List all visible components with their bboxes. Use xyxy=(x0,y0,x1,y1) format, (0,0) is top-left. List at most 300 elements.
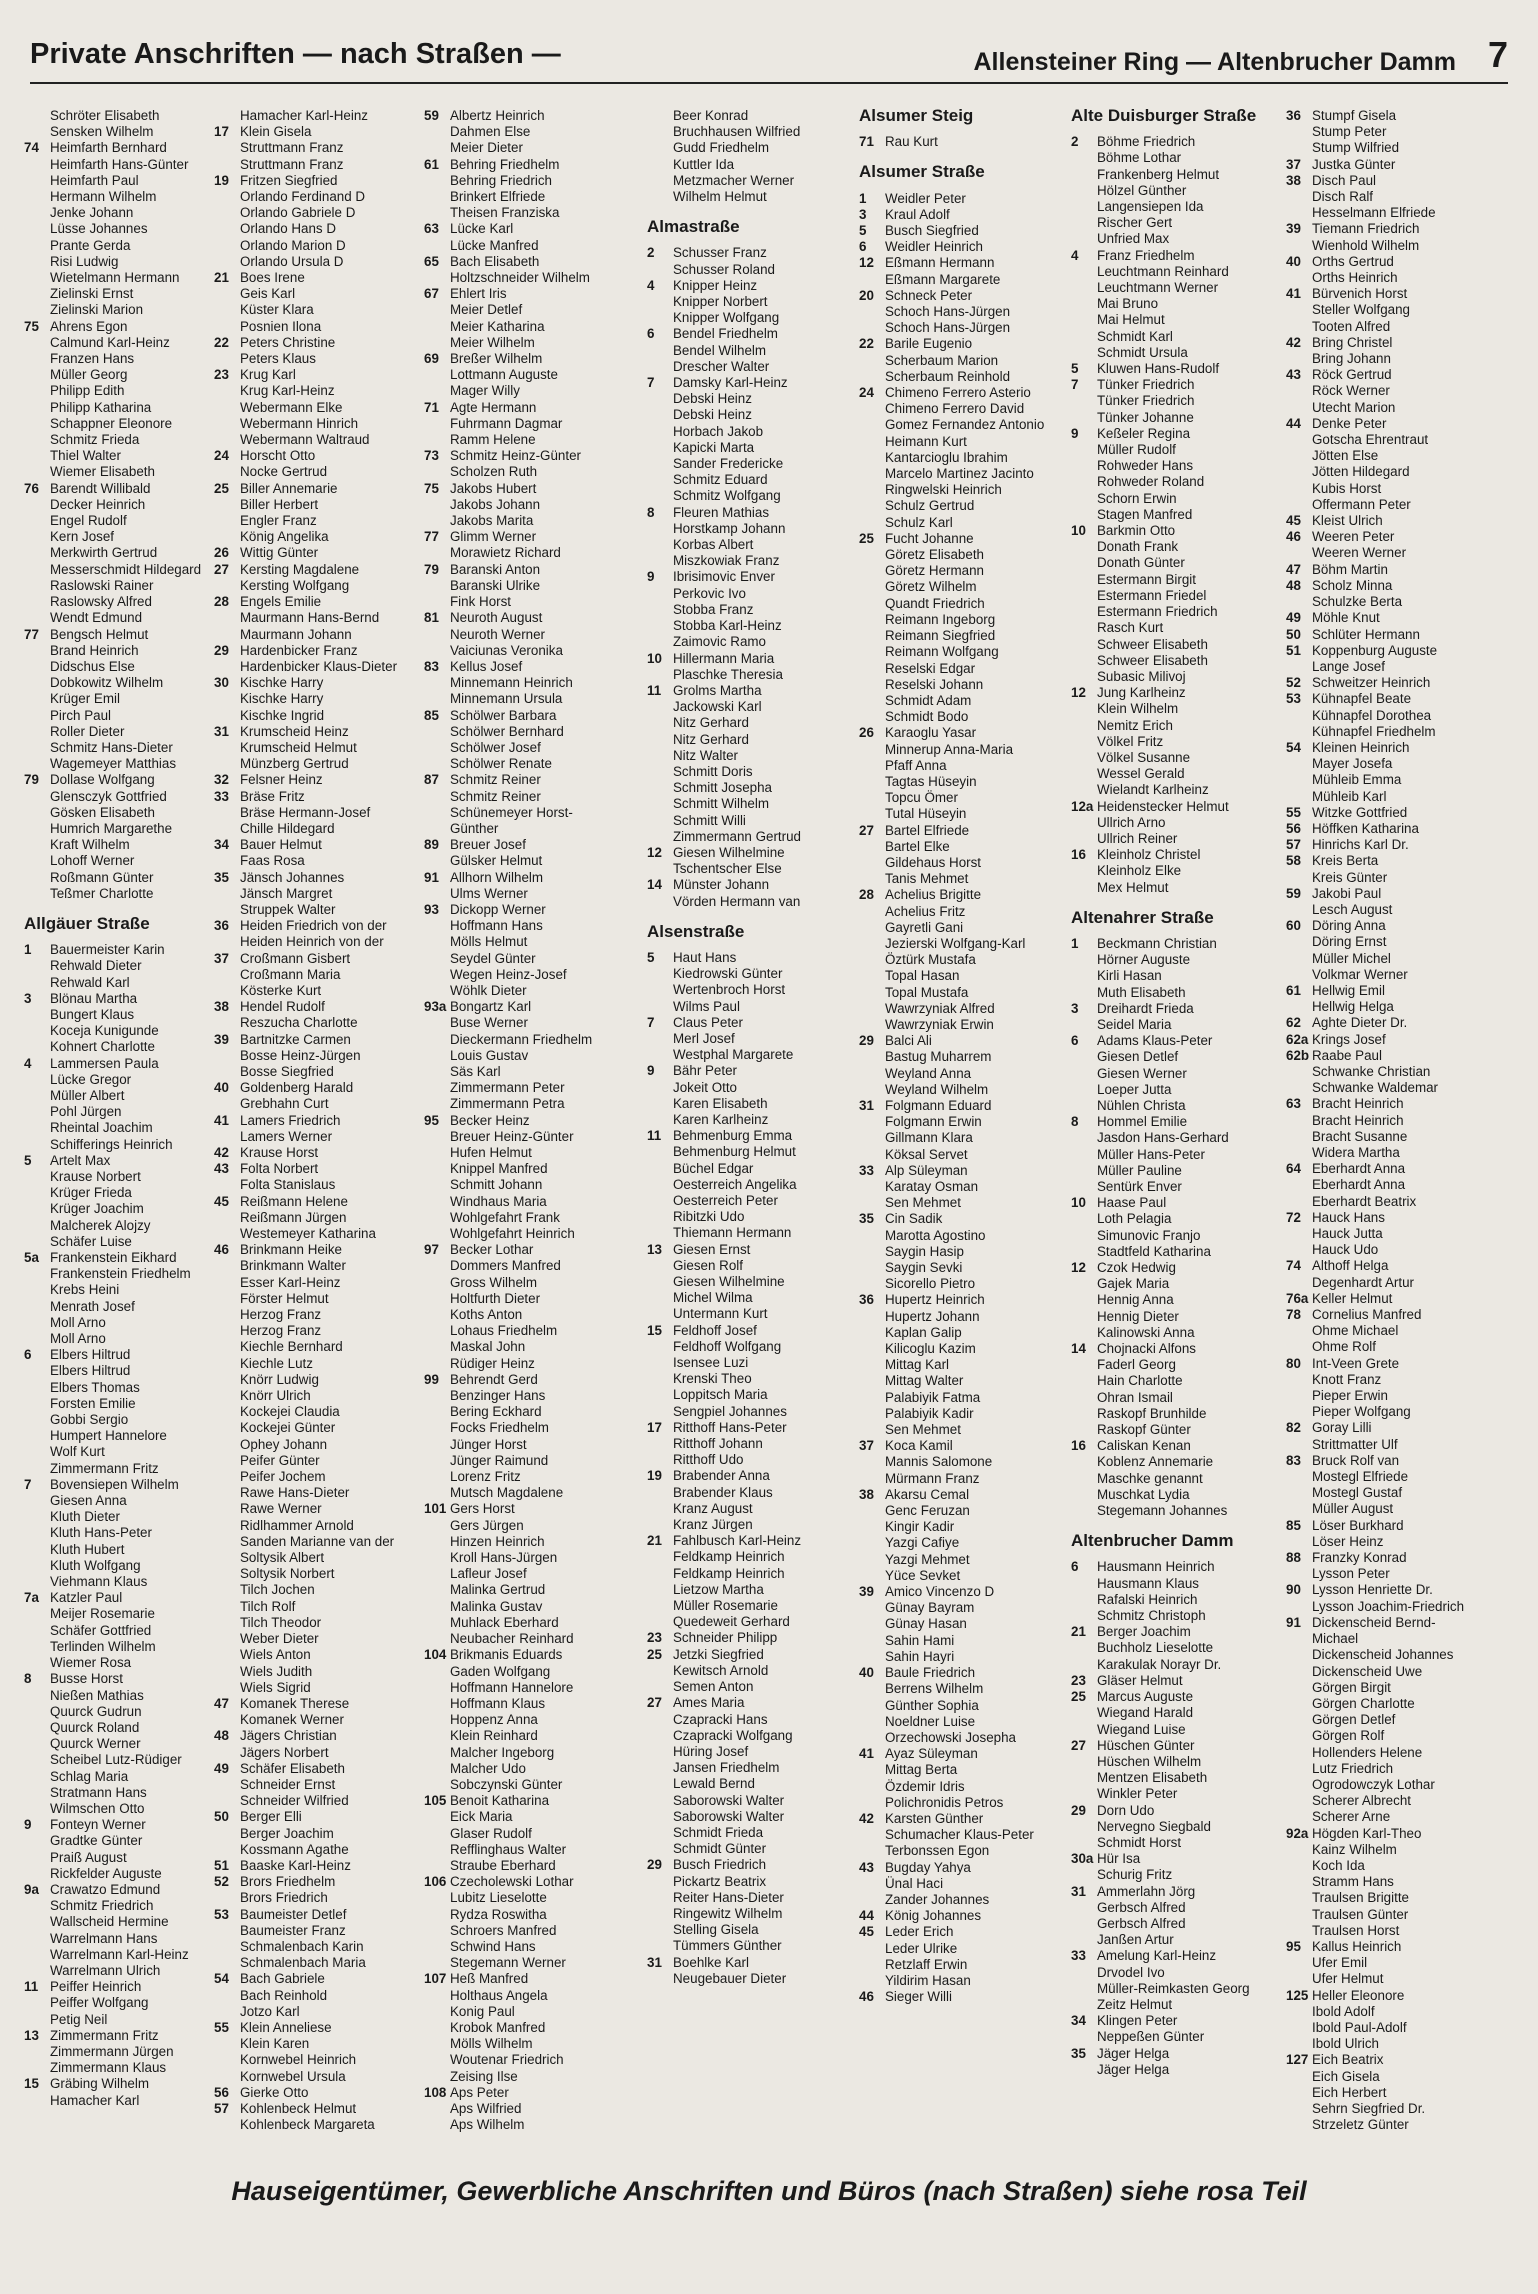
resident-entry: Michael xyxy=(1312,1631,1359,1647)
house-number: 12a xyxy=(1071,798,1094,814)
resident-entry: Kainz Wilhelm xyxy=(1312,1841,1397,1857)
house-number: 58 xyxy=(1286,853,1301,869)
resident-entry: Gülsker Helmut xyxy=(450,853,543,869)
resident-entry: Peters Klaus xyxy=(240,351,316,367)
resident-entry: Ringewitz Wilhelm xyxy=(673,1905,783,1921)
resident-name: Goray Lilli xyxy=(1312,1420,1372,1436)
resident-entry: Tilch Jochen xyxy=(240,1582,315,1598)
resident-entry: Wawrzyniak Alfred xyxy=(885,1000,995,1016)
resident-entry: Sahin Hayri xyxy=(885,1648,955,1664)
resident-name: Amelung Karl-Heinz xyxy=(1097,1948,1217,1964)
house-number: 6 xyxy=(24,1347,32,1363)
resident-name: Ibrisimovic Enver xyxy=(673,569,775,585)
house-number: 9a xyxy=(24,1881,39,1897)
resident-entry: Ribitzki Udo xyxy=(673,1209,745,1225)
house-number: 17 xyxy=(214,124,229,140)
resident-name: Böhme Friedrich xyxy=(1097,134,1196,150)
resident-entry xyxy=(1286,157,1526,173)
resident-entry: Schmalenbach Maria xyxy=(240,1955,366,1971)
resident-entry xyxy=(1071,1438,1281,1454)
resident-entry xyxy=(424,108,642,124)
resident-entry: Loeper Jutta xyxy=(1097,1081,1172,1097)
resident-entry: Stegemann Johannes xyxy=(1097,1503,1228,1519)
house-number: 44 xyxy=(1286,415,1301,431)
resident-entry: Hausmann Klaus xyxy=(1097,1575,1199,1591)
resident-entry: Orlando Ferdinand D xyxy=(240,189,366,205)
resident-name: Haase Paul xyxy=(1097,1195,1167,1211)
resident-entry: Wilms Paul xyxy=(673,998,740,1014)
resident-entry: Minnemann Ursula xyxy=(450,691,563,707)
resident-name: Damsky Karl-Heinz xyxy=(673,375,788,391)
house-number: 1 xyxy=(24,942,32,958)
resident-entry: Bracht Susanne xyxy=(1312,1128,1408,1144)
house-number: 38 xyxy=(859,1486,874,1502)
resident-entry xyxy=(1071,2046,1281,2062)
house-number: 9 xyxy=(647,1063,655,1079)
resident-name: Röck Gertrud xyxy=(1312,367,1392,383)
street-heading: Alsumer Steig xyxy=(859,108,974,125)
resident-entry: Hauck Jutta xyxy=(1312,1226,1383,1242)
resident-entry: Wertenbroch Horst xyxy=(673,982,786,998)
resident-entry: Ridlhammer Arnold xyxy=(240,1517,354,1533)
house-number: 7 xyxy=(647,375,655,391)
house-number: 5 xyxy=(647,949,655,965)
resident-entry: Breuer Heinz-Günter xyxy=(450,1128,574,1144)
resident-entry: Reselski Edgar xyxy=(885,660,976,676)
resident-entry: Schwanke Waldemar xyxy=(1312,1080,1439,1096)
house-number: 10 xyxy=(647,650,662,666)
house-number: 97 xyxy=(424,1242,439,1258)
house-number: 25 xyxy=(859,530,874,546)
house-number: 82 xyxy=(1286,1420,1301,1436)
resident-name: Schlüter Hermann xyxy=(1312,626,1420,642)
resident-entry xyxy=(214,1874,419,1890)
resident-entry: Malcherek Alojzy xyxy=(50,1217,151,1233)
house-number: 35 xyxy=(859,1211,874,1227)
resident-name: Döring Anna xyxy=(1312,918,1386,934)
resident-entry: Stelling Gisela xyxy=(673,1922,759,1938)
resident-entry: Baranski Ulrike xyxy=(450,577,541,593)
resident-entry: Schölwer Bernhard xyxy=(450,723,564,739)
resident-entry: Sentürk Enver xyxy=(1097,1179,1182,1194)
resident-entry: Lamers Werner xyxy=(240,1128,333,1144)
resident-entry: Genc Feruzan xyxy=(885,1503,970,1519)
resident-entry: Dickenscheid Johannes xyxy=(1312,1647,1454,1663)
resident-entry xyxy=(1286,1032,1526,1048)
resident-entry: Schusser Roland xyxy=(673,261,775,277)
resident-entry: Bungert Klaus xyxy=(50,1006,135,1022)
resident-entry: Struttmann Franz xyxy=(240,140,344,156)
resident-entry: Schmitz Eduard xyxy=(673,472,768,488)
resident-entry: Glensczyk Gottfried xyxy=(50,788,167,804)
resident-entry: Hesselmann Elfriede xyxy=(1312,205,1436,221)
resident-entry: Göretz Hermann xyxy=(885,563,984,579)
resident-entry: Wendt Edmund xyxy=(50,610,143,626)
house-number: 1 xyxy=(1071,935,1079,951)
resident-name: König Johannes xyxy=(885,1908,982,1924)
resident-entry: Kubis Horst xyxy=(1312,480,1382,496)
house-number: 57 xyxy=(1286,837,1301,853)
resident-entry: Tümmers Günther xyxy=(673,1938,782,1954)
resident-entry: Tschentscher Else xyxy=(673,861,782,877)
resident-entry: Yildirim Hasan xyxy=(885,1972,971,1988)
resident-entry: Saborowski Walter xyxy=(673,1808,785,1824)
resident-entry: Behmenburg Helmut xyxy=(673,1144,796,1160)
resident-entry: Rohweder Roland xyxy=(1097,474,1205,490)
resident-entry: Klein Wilhelm xyxy=(1097,701,1179,717)
house-number: 50 xyxy=(214,1809,229,1825)
house-number: 33 xyxy=(214,788,229,804)
resident-entry: Zimmermann Jürgen xyxy=(50,2043,174,2059)
resident-entry: Gayretli Gani xyxy=(885,919,964,935)
resident-name: Bring Christel xyxy=(1312,334,1393,350)
resident-entry: Noeldner Luise xyxy=(885,1713,976,1729)
resident-name: Weeren Peter xyxy=(1312,529,1395,545)
resident-entry: Mühleib Emma xyxy=(1312,772,1402,788)
resident-entry: Hellwig Helga xyxy=(1312,999,1394,1015)
resident-entry: Lorenz Fritz xyxy=(450,1469,521,1485)
resident-entry xyxy=(214,448,419,464)
resident-entry: Nühlen Christa xyxy=(1097,1097,1186,1113)
resident-name: Krumscheid Heinz xyxy=(240,723,349,739)
resident-entry: Jasdon Hans-Gerhard xyxy=(1097,1130,1229,1146)
house-number: 12 xyxy=(1071,685,1086,701)
resident-entry: Brors Friedrich xyxy=(240,1890,328,1906)
resident-entry: Kluth Wolfgang xyxy=(50,1557,141,1573)
resident-entry: Woutenar Friedrich xyxy=(450,2052,564,2068)
resident-entry: Beer Konrad xyxy=(673,108,749,123)
resident-entry xyxy=(1286,1420,1526,1436)
resident-name: Disch Paul xyxy=(1312,172,1377,188)
resident-entry xyxy=(24,1817,214,1833)
resident-entry: Schmidt Frieda xyxy=(673,1824,764,1840)
resident-entry: Lysson Joachim-Friedrich xyxy=(1312,1598,1465,1614)
resident-entry: Korbas Albert xyxy=(673,537,754,553)
resident-name: Heidenstecker Helmut xyxy=(1097,798,1229,814)
resident-entry: Traulsen Horst xyxy=(1312,1922,1400,1938)
street-heading: Altenbrucher Damm xyxy=(1071,1531,1234,1551)
resident-name: Busch Friedrich xyxy=(673,1857,767,1873)
resident-entry: Kroll Hans-Jürgen xyxy=(450,1550,558,1566)
house-number: 21 xyxy=(1071,1624,1086,1640)
resident-entry: Esser Karl-Heinz xyxy=(240,1274,341,1290)
resident-entry: Sobczynski Günter xyxy=(450,1776,563,1792)
house-number: 74 xyxy=(24,140,39,156)
resident-entry: Neubacher Reinhard xyxy=(450,1631,574,1647)
resident-entry: Minnerup Anna-Maria xyxy=(885,741,1014,757)
resident-name: Ehlert Iris xyxy=(450,286,507,302)
house-number: 15 xyxy=(647,1322,662,1338)
house-number: 78 xyxy=(1286,1307,1301,1323)
resident-entry: Focks Friedhelm xyxy=(450,1420,549,1436)
resident-entry: Weeren Werner xyxy=(1312,545,1407,561)
resident-entry xyxy=(1071,799,1281,815)
resident-entry: Topal Mustafa xyxy=(885,984,969,1000)
resident-entry: Leuchtmann Reinhard xyxy=(1097,263,1229,279)
section-title: Private Anschriften — nach Straßen — xyxy=(30,38,561,70)
resident-entry: Nitz Walter xyxy=(673,747,738,763)
street-heading: Almastraße xyxy=(647,217,740,237)
resident-entry: Kleinholz Elke xyxy=(1097,863,1182,879)
resident-entry xyxy=(24,627,214,643)
resident-entry: Chimeno Ferrero David xyxy=(885,401,1025,417)
resident-entry: Schmidt Adam xyxy=(885,692,972,708)
resident-entry: Schurig Fritz xyxy=(1097,1867,1173,1883)
resident-name: Bräse Fritz xyxy=(240,788,305,804)
resident-name: Katzler Paul xyxy=(50,1590,123,1606)
resident-entry: Pfaff Anna xyxy=(885,757,947,773)
resident-entry: Humpert Hannelore xyxy=(50,1428,167,1444)
resident-entry: Gers Jürgen xyxy=(450,1517,524,1533)
resident-entry xyxy=(214,1113,419,1129)
resident-entry: Mürmann Franz xyxy=(885,1470,980,1486)
resident-entry: Giesen Detlef xyxy=(1097,1049,1179,1065)
resident-entry xyxy=(214,481,419,497)
resident-name: Eich Beatrix xyxy=(1312,2052,1384,2068)
house-number: 63 xyxy=(424,221,439,237)
resident-entry: Warrelmann Ulrich xyxy=(50,1962,161,1978)
resident-entry: Grebhahn Curt xyxy=(240,1096,329,1112)
resident-entry: Knipper Norbert xyxy=(673,294,768,310)
resident-entry: Köksal Servet xyxy=(885,1146,968,1162)
resident-name: Kluwen Hans-Rudolf xyxy=(1097,361,1220,377)
resident-entry xyxy=(859,134,1064,150)
resident-entry: Müller Pauline xyxy=(1097,1162,1182,1178)
resident-entry: Schifferings Heinrich xyxy=(50,1136,173,1152)
resident-entry: Debski Heinz xyxy=(673,391,752,407)
resident-entry: Windhaus Maria xyxy=(450,1193,547,1209)
resident-entry xyxy=(1071,1884,1281,1900)
resident-entry: Schmitt Wilhelm xyxy=(673,796,769,812)
resident-entry: Jäger Helga xyxy=(1097,2061,1170,2077)
house-number: 11 xyxy=(647,1128,662,1144)
house-number: 95 xyxy=(1286,1938,1301,1954)
resident-name: Aghte Dieter Dr. xyxy=(1312,1015,1408,1031)
resident-name: Denke Peter xyxy=(1312,415,1387,431)
house-number: 3 xyxy=(1071,1000,1079,1016)
resident-entry xyxy=(1286,610,1526,626)
resident-entry: Schmidt Ursula xyxy=(1097,344,1188,360)
resident-entry: Sahin Hami xyxy=(885,1632,955,1648)
resident-name: Hauck Hans xyxy=(1312,1209,1385,1225)
resident-entry: Lesch August xyxy=(1312,901,1393,917)
house-number: 39 xyxy=(1286,221,1301,237)
resident-name: Lysson Henriette Dr. xyxy=(1312,1582,1433,1598)
resident-entry xyxy=(1071,1341,1281,1357)
street-range: Allensteiner Ring — Altenbrucher Damm xyxy=(973,48,1456,76)
resident-entry: Hoffmann Hannelore xyxy=(450,1679,574,1695)
resident-entry: Kluth Hans-Peter xyxy=(50,1525,152,1541)
resident-name: Peters Christine xyxy=(240,334,336,350)
resident-entry: Hamacher Karl xyxy=(50,2092,140,2108)
resident-entry: Meier Dieter xyxy=(450,140,523,156)
resident-entry xyxy=(1286,1210,1526,1226)
resident-entry xyxy=(24,1250,214,1266)
resident-name: Folta Norbert xyxy=(240,1161,319,1177)
resident-name: Bähr Peter xyxy=(673,1063,738,1079)
resident-entry xyxy=(647,950,855,966)
resident-name: Bendel Friedhelm xyxy=(673,326,778,342)
resident-entry: Thiel Walter xyxy=(50,448,121,464)
resident-entry: Mutsch Magdalene xyxy=(450,1485,564,1501)
resident-entry xyxy=(214,270,419,286)
house-number: 23 xyxy=(1071,1672,1086,1688)
resident-entry: Wiemer Rosa xyxy=(50,1655,132,1671)
resident-entry: Praiß August xyxy=(50,1849,127,1865)
resident-entry: Heiden Heinrich von der xyxy=(240,934,384,950)
resident-name: Althoff Helga xyxy=(1312,1258,1389,1274)
resident-entry: Saborowski Walter xyxy=(673,1792,785,1808)
resident-entry xyxy=(1071,248,1281,264)
resident-entry: Horbach Jakob xyxy=(673,423,764,439)
resident-entry xyxy=(1071,1624,1281,1640)
resident-entry xyxy=(424,659,642,675)
resident-entry: Nießen Mathias xyxy=(50,1687,144,1703)
resident-entry: Stagen Manfred xyxy=(1097,506,1193,522)
resident-entry xyxy=(214,918,419,934)
resident-entry: Neppeßen Günter xyxy=(1097,2029,1205,2045)
house-number: 42 xyxy=(214,1145,229,1160)
resident-entry: Gobbi Sergio xyxy=(50,1412,129,1428)
resident-entry: Humrich Margarethe xyxy=(50,820,173,836)
resident-entry xyxy=(424,772,642,788)
resident-entry xyxy=(214,2020,419,2036)
house-number: 7a xyxy=(24,1590,39,1606)
house-number: 6 xyxy=(1071,1033,1079,1049)
resident-entry: Schmitz Wolfgang xyxy=(673,488,781,504)
resident-name: Haut Hans xyxy=(673,949,737,965)
resident-entry: Hollenders Helene xyxy=(1312,1744,1423,1760)
resident-entry: Meier Detlef xyxy=(450,302,523,318)
resident-entry: Ogrodowczyk Lothar xyxy=(1312,1776,1435,1792)
resident-entry: Schmitt Johann xyxy=(450,1177,543,1193)
resident-entry: Jokeit Otto xyxy=(673,1079,738,1095)
resident-entry: Giesen Rolf xyxy=(673,1257,743,1273)
resident-entry: Brinkert Elfriede xyxy=(450,189,546,205)
resident-entry: Günther Sophia xyxy=(885,1697,979,1713)
resident-entry xyxy=(424,837,642,853)
house-number: 50 xyxy=(1286,626,1301,642)
resident-entry: Knörr Ulrich xyxy=(240,1388,311,1404)
resident-entry: Morawietz Richard xyxy=(450,545,561,561)
resident-entry xyxy=(1286,740,1526,756)
resident-name: Orths Gertrud xyxy=(1312,253,1394,269)
resident-entry: Tanis Mehmet xyxy=(885,871,969,887)
resident-name: Brinkmann Heike xyxy=(240,1242,342,1258)
house-number: 11 xyxy=(24,1979,39,1995)
resident-entry xyxy=(214,1761,419,1777)
house-number: 27 xyxy=(859,822,874,838)
resident-entry: Seidel Maria xyxy=(1097,1016,1172,1032)
resident-entry: Kösterke Kurt xyxy=(240,982,322,998)
resident-entry: Maurmann Johann xyxy=(240,626,352,642)
resident-entry xyxy=(859,1438,1064,1454)
resident-name: Bugday Yahya xyxy=(885,1859,971,1875)
resident-name: Rau Kurt xyxy=(885,134,938,150)
resident-entry: Polichronidis Petros xyxy=(885,1794,1004,1810)
resident-entry: Michel Wilma xyxy=(673,1290,753,1306)
resident-entry: Gildehaus Horst xyxy=(885,854,982,870)
resident-entry: Krüger Joachim xyxy=(50,1201,144,1217)
resident-entry: Engel Rudolf xyxy=(50,513,127,529)
resident-entry: Görgen Charlotte xyxy=(1312,1695,1415,1711)
resident-entry: Kersting Wolfgang xyxy=(240,577,350,593)
house-number: 9 xyxy=(24,1817,32,1833)
resident-entry: Kranz August xyxy=(673,1500,753,1516)
house-number: 71 xyxy=(424,399,439,415)
resident-entry: Koch Ida xyxy=(1312,1857,1365,1873)
resident-entry xyxy=(214,2085,419,2101)
resident-entry: Hoffmann Hans xyxy=(450,918,543,934)
resident-entry: Topcu Ömer xyxy=(885,790,958,806)
house-number: 25 xyxy=(647,1646,662,1662)
house-number: 3 xyxy=(859,206,867,222)
resident-entry: Krobok Manfred xyxy=(450,2019,546,2035)
house-number: 25 xyxy=(214,480,229,496)
resident-entry: Soltysik Albert xyxy=(240,1550,325,1566)
resident-name: Boehlke Karl xyxy=(673,1954,749,1970)
resident-entry: Schorn Erwin xyxy=(1097,490,1177,506)
resident-entry: Brabender Klaus xyxy=(673,1484,773,1500)
resident-entry: Mostegl Elfriede xyxy=(1312,1469,1409,1485)
resident-entry xyxy=(424,221,642,237)
resident-entry: Wolf Kurt xyxy=(50,1444,105,1460)
house-number: 104 xyxy=(424,1647,447,1663)
resident-entry xyxy=(424,351,642,367)
resident-entry: Bach Reinhold xyxy=(240,1987,328,2003)
resident-name: Elbers Hiltrud xyxy=(50,1347,131,1363)
house-number: 56 xyxy=(1286,820,1301,836)
resident-entry: Kockejei Günter xyxy=(240,1420,336,1436)
resident-entry: Neugebauer Dieter xyxy=(673,1970,787,1986)
resident-name: Tiemann Friedrich xyxy=(1312,221,1420,237)
resident-entry: Sen Mehmet xyxy=(885,1422,961,1438)
resident-entry: Eich Gisela xyxy=(1312,2068,1380,2084)
resident-name: Schweitzer Heinrich xyxy=(1312,675,1431,691)
resident-name: Behmenburg Emma xyxy=(673,1128,793,1144)
resident-entry: Hüring Josef xyxy=(673,1743,749,1759)
resident-entry xyxy=(859,1163,1064,1179)
house-number: 62 xyxy=(1286,1015,1301,1031)
resident-name: Becker Lothar xyxy=(450,1242,534,1258)
resident-entry: Schappner Eleonore xyxy=(50,415,173,431)
resident-entry: Rohweder Hans xyxy=(1097,458,1194,474)
resident-entry xyxy=(1071,1948,1281,1964)
house-number: 106 xyxy=(424,1874,447,1890)
resident-name: Schneider Philipp xyxy=(673,1630,778,1646)
resident-entry xyxy=(1286,578,1526,594)
resident-entry: Gösken Elisabeth xyxy=(50,804,155,820)
resident-name: Hillermann Maria xyxy=(673,650,775,666)
resident-entry: Jansen Friedhelm xyxy=(673,1760,780,1776)
house-number: 32 xyxy=(214,772,229,788)
resident-name: Berger Elli xyxy=(240,1809,302,1825)
resident-entry xyxy=(214,1242,419,1258)
resident-entry xyxy=(859,288,1064,304)
resident-entry: Giesen Werner xyxy=(1097,1065,1187,1081)
resident-name: Hinrichs Karl Dr. xyxy=(1312,837,1409,853)
resident-name: Lamers Friedrich xyxy=(240,1112,341,1128)
resident-entry: Raslowsky Alfred xyxy=(50,594,152,610)
house-number: 48 xyxy=(214,1728,229,1744)
resident-entry: Folta Stanislaus xyxy=(240,1177,336,1193)
resident-name: Ritthoff Hans-Peter xyxy=(673,1419,787,1435)
resident-entry xyxy=(647,877,855,893)
resident-name: Hür Isa xyxy=(1097,1851,1141,1867)
resident-entry xyxy=(859,1033,1064,1049)
resident-entry xyxy=(214,1971,419,1987)
house-number: 91 xyxy=(424,869,439,885)
